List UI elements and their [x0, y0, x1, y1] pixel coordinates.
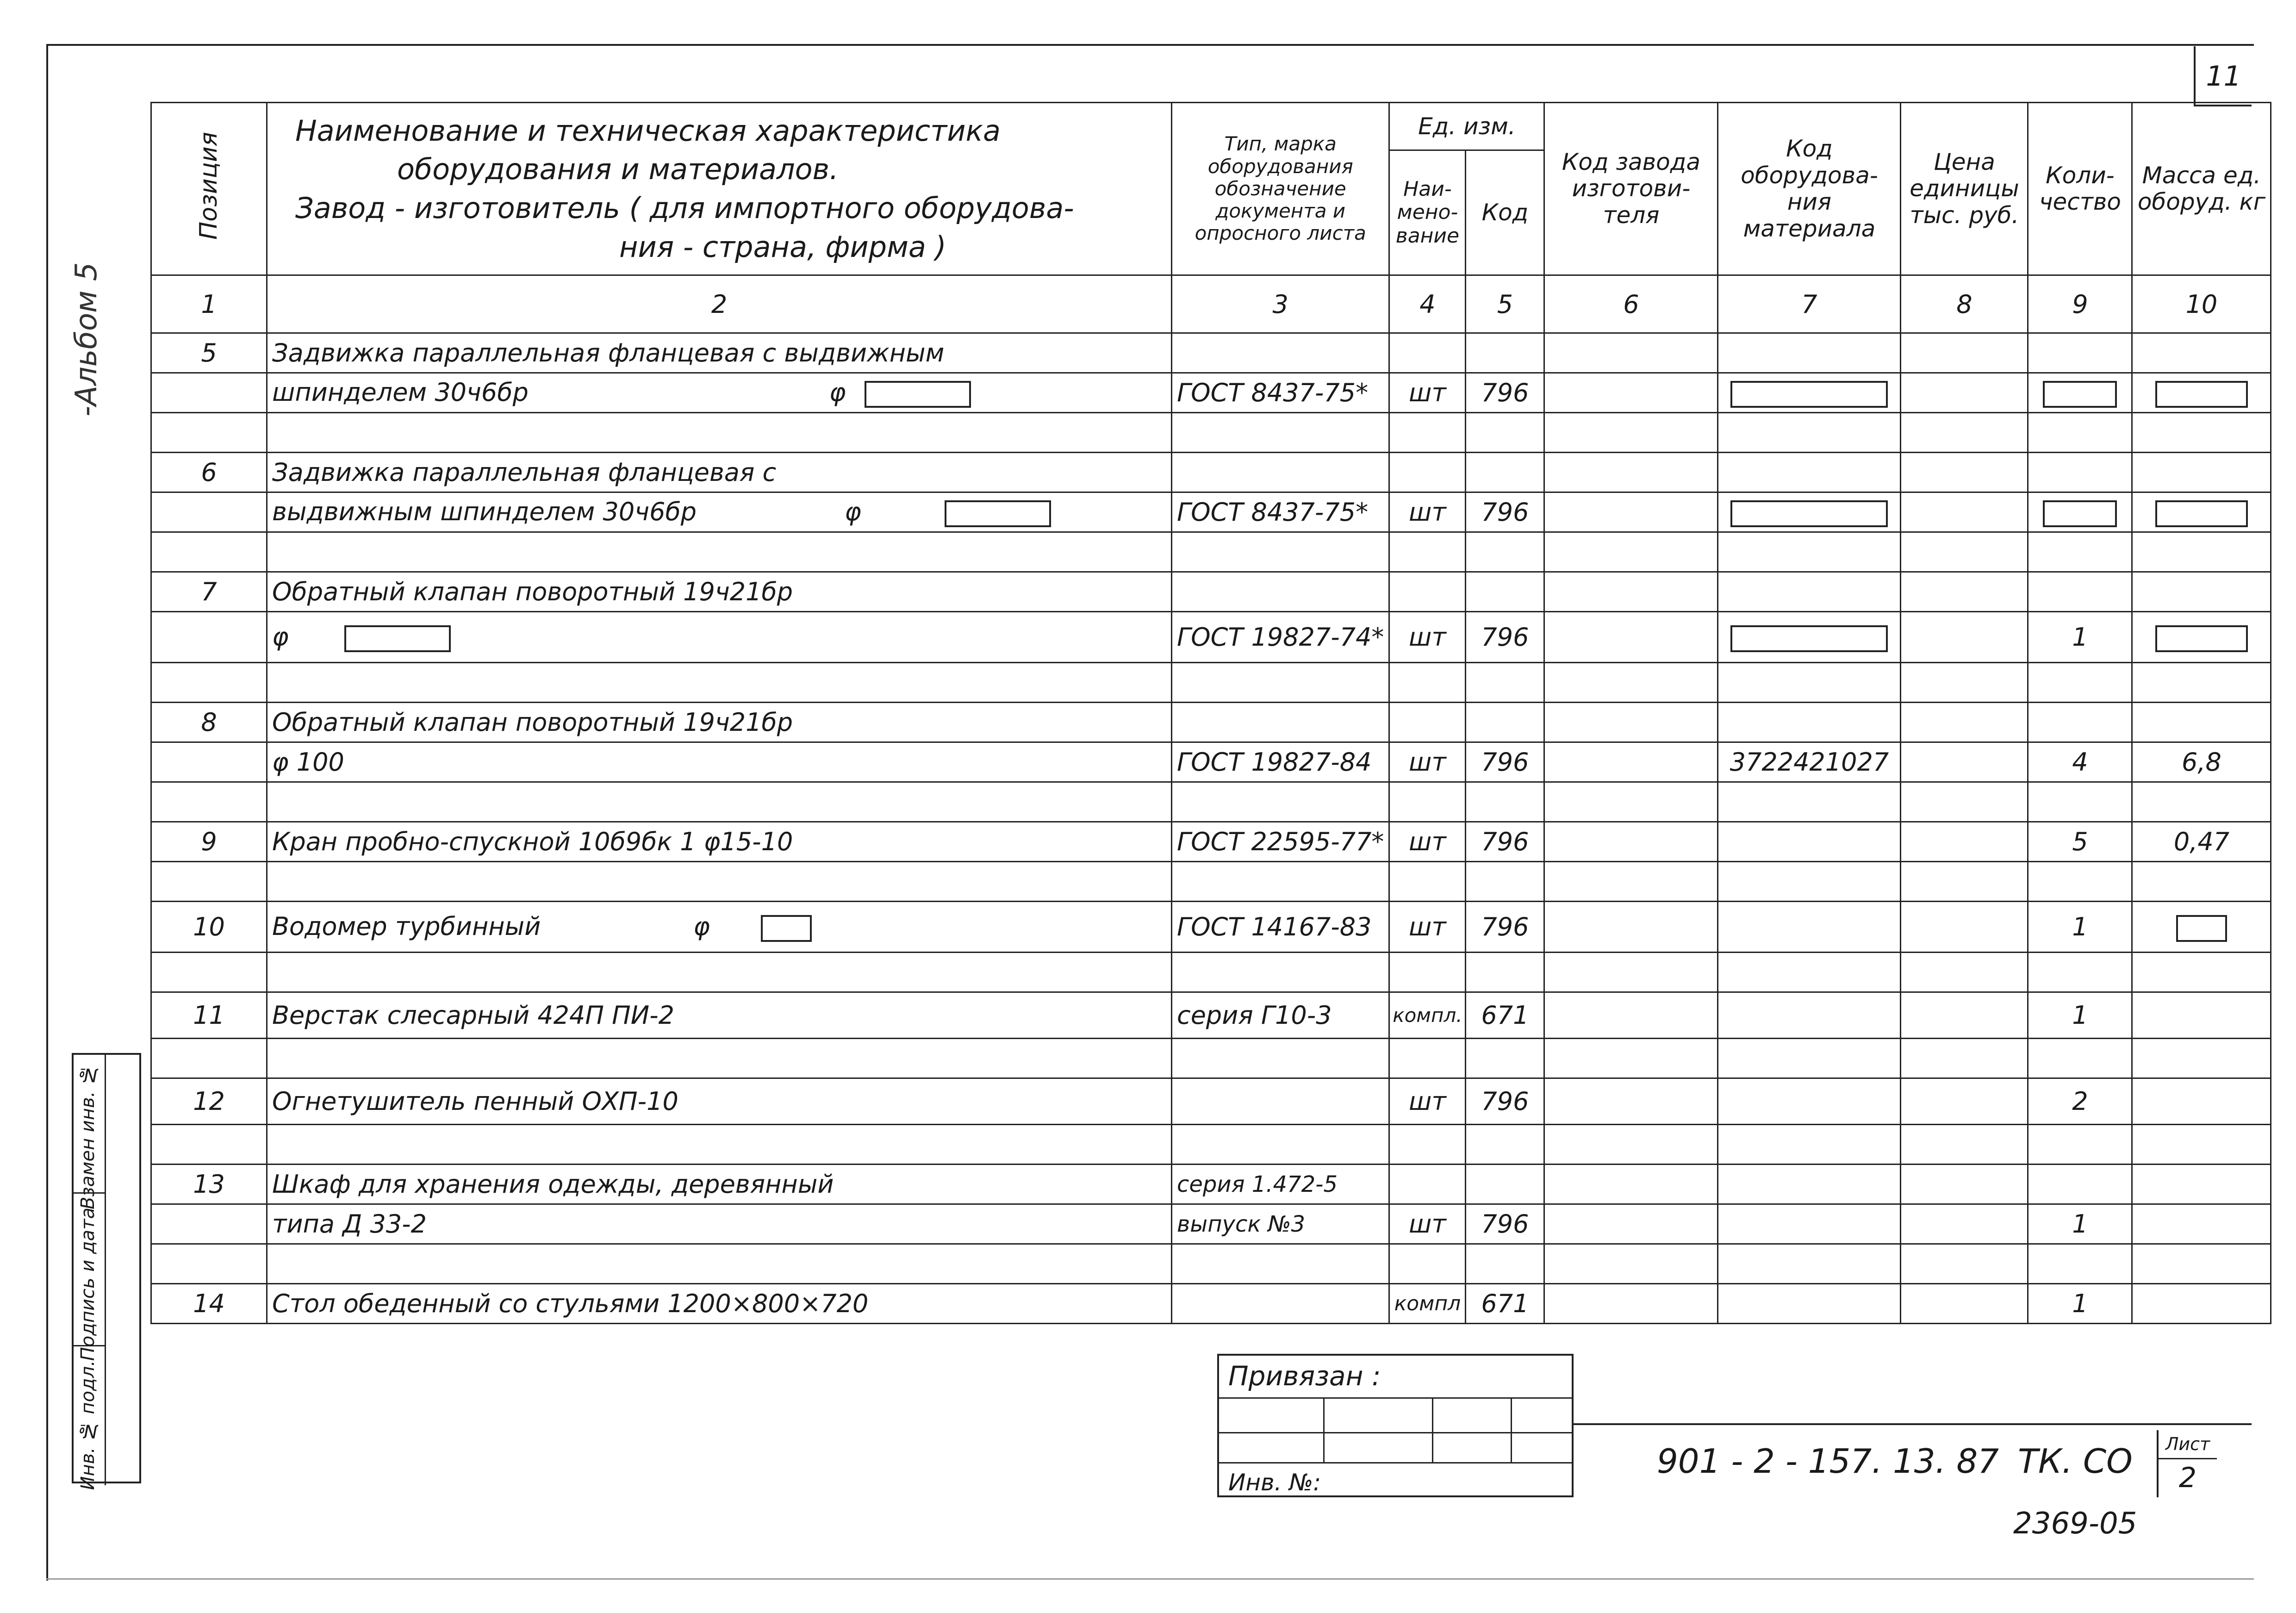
- cell-quantity: [2028, 492, 2132, 532]
- header-plant-code: Код завода изготови-теля: [1544, 103, 1718, 275]
- colnum: 4: [1389, 275, 1466, 333]
- cell-mass: [2132, 902, 2271, 953]
- cell-name: Задвижка параллельная фланцевая с: [267, 453, 1172, 492]
- header-price: Цена единицы тыс. руб.: [1901, 103, 2028, 275]
- cell-code: 796: [1466, 373, 1544, 413]
- cell-name: Шкаф для хранения одежды, деревянный: [267, 1165, 1172, 1204]
- header-type-doc: Тип, марка оборудования обозначение документа и опросного листа: [1172, 103, 1389, 275]
- cell-position: 9: [151, 822, 267, 862]
- table-row: [151, 1204, 2271, 1244]
- blank-field: [2155, 500, 2248, 527]
- table-row: [151, 992, 2271, 1039]
- cell-name: φ: [267, 612, 1172, 663]
- colnum: 1: [151, 275, 267, 333]
- blank-field: [1730, 500, 1888, 527]
- table-row: [151, 572, 2271, 612]
- colnum: 5: [1466, 275, 1544, 333]
- cell-name: типа Д 33-2: [267, 1204, 1172, 1244]
- title-block-line: [1574, 1423, 2252, 1425]
- cell-name: Задвижка параллельная фланцевая с выдвижным: [267, 333, 1172, 373]
- binding-stamp: [1217, 1354, 1574, 1497]
- left-sidebar-stamp: [72, 1053, 141, 1490]
- cell-unit: шт: [1389, 742, 1466, 782]
- cell-name: Огнетушитель пенный ОХП-10: [267, 1078, 1172, 1125]
- cell-doc: ГОСТ 22595-77*: [1172, 822, 1389, 862]
- table-row: [151, 1284, 2271, 1324]
- cell-quantity: 1: [2028, 1204, 2132, 1244]
- column-numbers-row: [151, 275, 2271, 333]
- header-row: [151, 103, 2271, 275]
- table-row: [151, 822, 2271, 862]
- cell-quantity: 1: [2028, 1284, 2132, 1324]
- cell-quantity: 1: [2028, 902, 2132, 953]
- cell-name: выдвижным шпинделем 30ч6бр φ: [267, 492, 1172, 532]
- cell-mass: [2132, 612, 2271, 663]
- table-row: [151, 1078, 2271, 1125]
- cell-quantity: 4: [2028, 742, 2132, 782]
- cell-position: 7: [151, 572, 267, 612]
- cell-doc: ГОСТ 8437-75*: [1172, 373, 1389, 413]
- cell-quantity: 5: [2028, 822, 2132, 862]
- cell-unit: шт: [1389, 612, 1466, 663]
- table-row: [151, 742, 2271, 782]
- colnum: 3: [1172, 275, 1389, 333]
- table-row: [151, 453, 2271, 492]
- table-row: [151, 703, 2271, 742]
- cell-code: 796: [1466, 612, 1544, 663]
- cell-unit: шт: [1389, 822, 1466, 862]
- header-quantity: Коли-чество: [2028, 103, 2132, 275]
- cell-code: 796: [1466, 1078, 1544, 1125]
- stamp-line: [1219, 1462, 1572, 1464]
- table-row: [151, 1165, 2271, 1204]
- sheet-label: Лист: [2159, 1430, 2217, 1459]
- cell-mass: [2132, 373, 2271, 413]
- cell-quantity: 1: [2028, 612, 2132, 663]
- cell-code: 671: [1466, 1284, 1544, 1324]
- cell-name: Водомер турбинный φ: [267, 902, 1172, 953]
- blank-field: [1730, 381, 1888, 408]
- table-row: [151, 373, 2271, 413]
- cell-position: 6: [151, 453, 267, 492]
- stamp-line: [1219, 1397, 1572, 1399]
- cell-doc: ГОСТ 19827-84: [1172, 742, 1389, 782]
- header-unit-code: Код: [1481, 199, 1529, 226]
- blank-field: [761, 915, 812, 942]
- stamp-divider: [1511, 1397, 1512, 1462]
- cell-code: 796: [1466, 822, 1544, 862]
- cell-doc: ГОСТ 8437-75*: [1172, 492, 1389, 532]
- cell-doc: серия Г10-3: [1172, 992, 1389, 1039]
- colnum: 8: [1901, 275, 2028, 333]
- blank-field: [2155, 625, 2248, 652]
- cell-code: 796: [1466, 902, 1544, 953]
- page-number: 11: [2194, 46, 2252, 106]
- sheet-number: 2: [2178, 1462, 2197, 1494]
- blank-field: [2043, 500, 2117, 527]
- table-row: [151, 492, 2271, 532]
- cell-position: 5: [151, 333, 267, 373]
- cell-unit: шт: [1389, 492, 1466, 532]
- stamp-inv-label: Инв. №:: [1228, 1469, 1321, 1496]
- cell-name: Обратный клапан поворотный 19ч21бр: [267, 572, 1172, 612]
- blank-field: [344, 625, 451, 652]
- header-name-line1: Наименование и техническая характеристика: [295, 113, 1001, 148]
- document-code: ТК. СО: [2018, 1442, 2133, 1481]
- cell-quantity: 1: [2028, 992, 2132, 1039]
- blank-field: [2155, 381, 2248, 408]
- cell-unit: шт: [1389, 1204, 1466, 1244]
- header-unit-group: [1389, 103, 1544, 275]
- cell-code: 796: [1466, 742, 1544, 782]
- header-mass: Масса ед. оборуд. кг: [2132, 103, 2271, 275]
- cell-name: Обратный клапан поворотный 19ч21бр: [267, 703, 1172, 742]
- binding-title: Привязан :: [1228, 1360, 1381, 1392]
- cell-name: Кран пробно-спускной 10б9бк 1 φ15-10: [267, 822, 1172, 862]
- cell-material-code: [1718, 612, 1901, 663]
- header-name-line3: Завод - изготовитель ( для импортного оборудова-: [295, 191, 1074, 225]
- cell-unit: компл: [1389, 1284, 1466, 1324]
- blank-field: [945, 500, 1051, 527]
- cell-position: 14: [151, 1284, 267, 1324]
- cell-material-code: [1718, 492, 1901, 532]
- stamp-line: [1219, 1432, 1572, 1433]
- blank-field: [2176, 915, 2227, 942]
- cell-position: 8: [151, 703, 267, 742]
- cell-quantity: [2028, 373, 2132, 413]
- stamp-divider: [1323, 1397, 1325, 1462]
- colnum: 9: [2028, 275, 2132, 333]
- cell-name: шпинделем 30ч6бр φ: [267, 373, 1172, 413]
- header-unit: Ед. изм.: [1390, 103, 1543, 151]
- cell-position: 13: [151, 1165, 267, 1204]
- table-row: [151, 902, 2271, 953]
- blank-field: [865, 381, 971, 408]
- cell-unit: шт: [1389, 902, 1466, 953]
- specification-table: [150, 102, 2271, 1324]
- cell-doc: ГОСТ 14167-83: [1172, 902, 1389, 953]
- cell-quantity: 2: [2028, 1078, 2132, 1125]
- colnum: 7: [1718, 275, 1901, 333]
- colnum: 6: [1544, 275, 1718, 333]
- cell-code: 796: [1466, 1204, 1544, 1244]
- colnum: 10: [2132, 275, 2271, 333]
- blank-field: [2043, 381, 2117, 408]
- cell-code: 671: [1466, 992, 1544, 1039]
- header-name-line2: оборудования и материалов.: [397, 152, 839, 187]
- cell-material-code: [1718, 373, 1901, 413]
- cell-unit: шт: [1389, 373, 1466, 413]
- album-note: -Альбом 5: [69, 262, 104, 417]
- cell-mass: 6,8: [2132, 742, 2271, 782]
- colnum: 2: [267, 275, 1172, 333]
- header-name-line4: ния - страна, фирма ): [619, 230, 946, 264]
- cell-doc: выпуск №3: [1172, 1204, 1389, 1244]
- sign-date-label: Подпись и дата: [77, 1208, 99, 1361]
- inv-orig-label: Инв. № подл.: [77, 1360, 99, 1490]
- table-row: [151, 612, 2271, 663]
- cell-mass: 0,47: [2132, 822, 2271, 862]
- archive-number: 2369-05: [2013, 1507, 2137, 1541]
- cell-material-code: 3722421027: [1718, 742, 1901, 782]
- bottom-rule: [46, 1578, 2254, 1580]
- cell-doc: ГОСТ 19827-74*: [1172, 612, 1389, 663]
- cell-position: 11: [151, 992, 267, 1039]
- sheet-box: [2157, 1430, 2217, 1497]
- cell-name: Стол обеденный со стульями 1200×800×720: [267, 1284, 1172, 1324]
- cell-unit: компл.: [1389, 992, 1466, 1039]
- cell-unit: шт: [1389, 1078, 1466, 1125]
- cell-doc: [1172, 1078, 1389, 1125]
- header-name: [267, 103, 1172, 275]
- document-number: 901 - 2 - 157. 13. 87: [1657, 1442, 1999, 1481]
- cell-mass: [2132, 492, 2271, 532]
- cell-name: Верстак слесарный 424П ПИ-2: [267, 992, 1172, 1039]
- cell-doc: серия 1.472-5: [1172, 1165, 1389, 1204]
- cell-position: 12: [151, 1078, 267, 1125]
- cell-position: 10: [151, 902, 267, 953]
- blank-field: [1730, 625, 1888, 652]
- header-unit-name: Наи-мено-вание: [1390, 151, 1466, 274]
- header-equipment-code: Код оборудова-ния материала: [1718, 103, 1901, 275]
- cell-name: φ 100: [267, 742, 1172, 782]
- header-position: Позиция: [151, 103, 267, 275]
- stamp-divider: [1432, 1397, 1433, 1462]
- cell-doc: [1172, 1284, 1389, 1324]
- replace-inv-label: Взамен инв. №: [77, 1064, 99, 1210]
- cell-code: 796: [1466, 492, 1544, 532]
- table-row: [151, 333, 2271, 373]
